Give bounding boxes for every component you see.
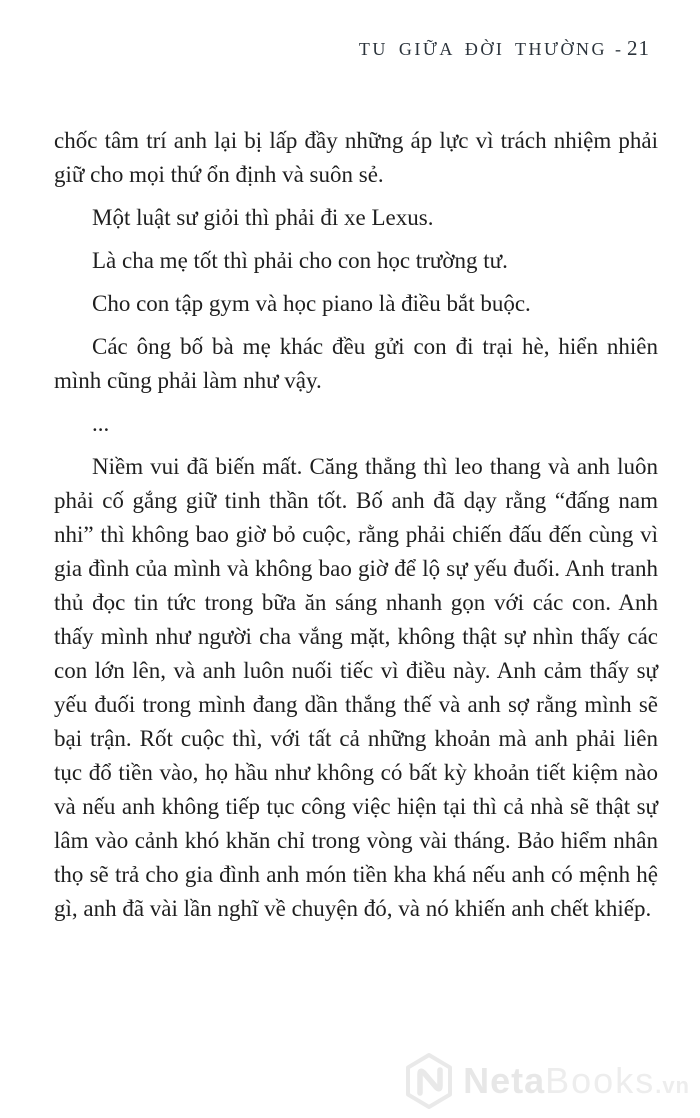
watermark-brand-part1: Neta bbox=[463, 1060, 546, 1101]
running-header bbox=[359, 36, 650, 61]
paragraph-ellipsis: ... bbox=[92, 411, 110, 436]
page-number: 21 bbox=[627, 36, 650, 60]
paragraph: Niềm vui đã biến mất. Căng thẳng thì leo thang và anh luôn phải cố gắng giữ tinh thần tốt. Bố anh đã dạy rằng “đấng nam nhi” thì không bao giờ bỏ cuộc, rằng phải chiến đấu đến cùng vì gia đình của mình và không bao giờ để lộ sự yếu đuối. Anh tranh thủ đọc tin tức trong bữa ăn sáng nhanh gọn với các con. Anh thấy mình như người cha vắng mặt, không thật sự nhìn thấy các con lớn lên, và anh luôn nuối tiếc vì điều này. Anh cảm thấy sự yếu đuối trong mình đang dần thắng thế và anh sợ rằng mình sẽ bại trận. Rốt cuộc thì, với tất cả những khoản mà anh phải liên tục đổ tiền vào, họ hầu như không có bất kỳ khoản tiết kiệm nào và nếu anh không tiếp tục công việc hiện tại thì cả nhà sẽ thật sự lâm vào cảnh khó khăn chỉ trong vòng vài tháng. Bảo hiểm nhân thọ sẽ trả cho gia đình anh món tiền kha khá nếu anh có mệnh hệ gì, anh đã vài lần nghĩ về chuyện đó, và nó khiến anh chết khiếp. bbox=[54, 454, 658, 921]
watermark-brand-part2: Books bbox=[545, 1060, 656, 1101]
paragraph-continuation: chốc tâm trí anh lại bị lấp đầy những áp lực vì trách nhiệm phải giữ cho mọi thứ ổn định và suôn sẻ. bbox=[54, 128, 658, 187]
watermark-brand-text bbox=[463, 1060, 690, 1101]
paragraph: Một luật sư giỏi thì phải đi xe Lexus. bbox=[92, 205, 434, 230]
netabooks-hexagon-n-logo-icon bbox=[403, 1052, 455, 1110]
netabooks-watermark bbox=[403, 1052, 690, 1110]
watermark-tld: .vn bbox=[655, 1073, 690, 1098]
page-body-text bbox=[54, 124, 658, 935]
paragraph: Cho con tập gym và học piano là điều bắt buộc. bbox=[92, 291, 531, 316]
header-separator: - bbox=[615, 39, 621, 59]
book-title: TU GIỮA ĐỜI THƯỜNG bbox=[358, 39, 607, 59]
paragraph: Là cha mẹ tốt thì phải cho con học trường tư. bbox=[92, 248, 508, 273]
paragraph: Các ông bố bà mẹ khác đều gửi con đi trại hè, hiển nhiên mình cũng phải làm như vậy. bbox=[54, 334, 658, 393]
